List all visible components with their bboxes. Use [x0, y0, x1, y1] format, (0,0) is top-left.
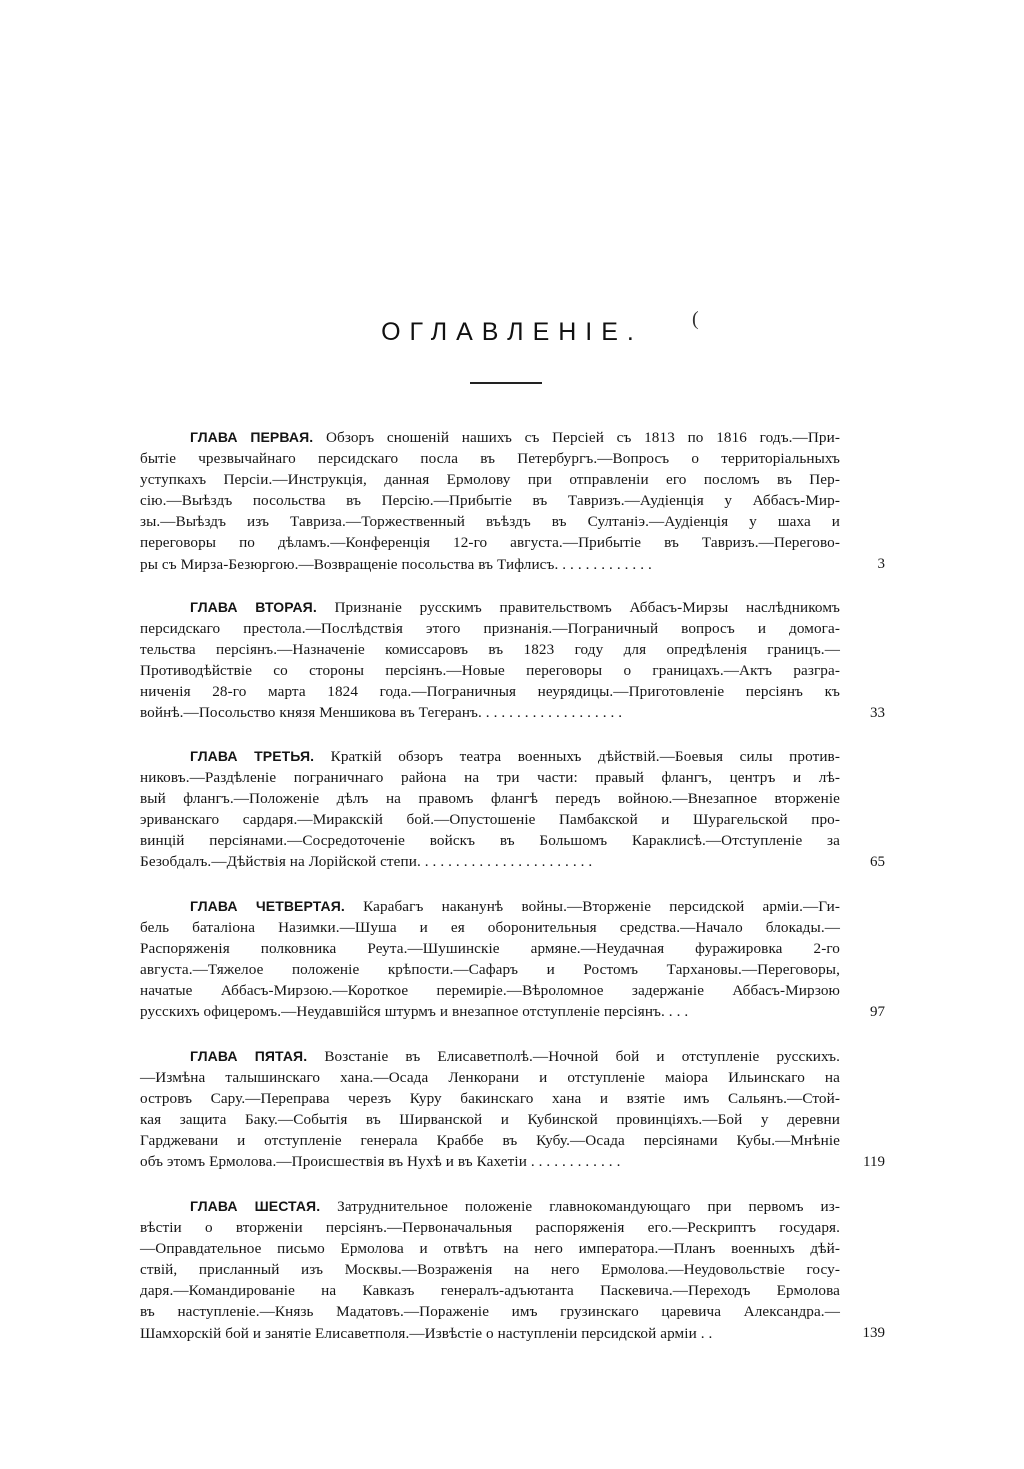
- chapter-summary-text: ствій, присланный изъ Москвы.—Возраженія на него Ермолова.—Неудовольствіе госу-: [140, 1261, 840, 1279]
- chapter-heading: ГЛАВА ПЯТАЯ.: [190, 1048, 308, 1064]
- toc-entry: [140, 427, 885, 575]
- toc-entry-line: [140, 830, 840, 851]
- chapter-heading: ГЛАВА ТРЕТЬЯ.: [190, 748, 315, 764]
- chapter-summary-text: ниченія 28-го марта 1824 года.—Пограничныя неурядицы.—Приготовленіе персіянъ къ: [140, 683, 840, 701]
- chapter-summary-text: бытіе чрезвычайнаго персидскаго посла въ Петербургъ.—Вопросъ о территоріальныхъ: [140, 450, 840, 468]
- toc-entry-line: [140, 1067, 840, 1088]
- toc-entry-line: [140, 896, 840, 917]
- chapter-summary-text: войнѣ.—Посольство князя Меншикова въ Тегеранъ. . . . . . . . . . . . . . . . . . .: [140, 704, 623, 722]
- toc-entry-line: [140, 702, 840, 723]
- chapter-summary-text: Распоряженія полковника Реута.—Шушинскіе армяне.—Неудачная фуражировка 2-го: [140, 940, 840, 958]
- chapter-heading: ГЛАВА ЧЕТВЕРТАЯ.: [190, 898, 345, 914]
- chapter-summary-text: Обзоръ сношеній нашихъ съ Персіей съ 1813 по 1816 годъ.—При-: [325, 429, 840, 446]
- page-number: 119: [863, 1153, 885, 1170]
- toc-entry-line: [140, 639, 840, 660]
- chapter-summary-text: кая защита Баку.—Событія въ Ширванской и Кубинской провинціяхъ.—Бой у деревни: [140, 1111, 840, 1129]
- page-number: 97: [870, 1003, 885, 1020]
- chapter-summary-text: Признаніе русскимъ правительствомъ Аббасъ-Мирзы наслѣдникомъ: [334, 599, 840, 616]
- toc-entry-line: [140, 746, 840, 767]
- toc-entry-line: [140, 448, 840, 469]
- toc-entry: [140, 597, 885, 724]
- page-number: 139: [862, 1324, 885, 1341]
- toc-entry-line: [140, 554, 840, 575]
- toc-entry-line: [140, 660, 840, 681]
- chapter-heading: ГЛАВА ВТОРАЯ.: [190, 599, 317, 615]
- toc-entry: [140, 1196, 885, 1344]
- toc-entry-line: [140, 1088, 840, 1109]
- chapter-summary-text: Возстаніе въ Елисаветполѣ.—Ночной бой и отступленіе русскихъ.: [324, 1048, 840, 1065]
- toc-entry-line: [140, 1151, 840, 1172]
- toc-entry-line: [140, 681, 840, 702]
- toc-entry-line: [140, 1130, 840, 1151]
- toc-entry-line: [140, 1323, 840, 1344]
- chapter-summary-text: Затруднительное положеніе главнокомандующаго при первомъ из-: [337, 1198, 840, 1215]
- chapter-summary-text: Противодѣйствіе со стороны персіянъ.—Новые переговоры о границахъ.—Актъ разгра-: [140, 662, 840, 680]
- toc-entry-line: [140, 1280, 840, 1301]
- toc-entry: [140, 896, 885, 1023]
- chapter-summary-text: августа.—Тяжелое положеніе крѣпости.—Сафаръ и Ростомъ Тархановы.—Переговоры,: [140, 961, 840, 979]
- toc-entry-line: [140, 469, 840, 490]
- chapter-summary-text: Краткій обзоръ театра военныхъ дѣйствій.—Боевыя силы против-: [330, 748, 840, 765]
- chapter-summary-text: вый флангъ.—Положеніе дѣлъ на правомъ флангѣ передъ войною.—Внезапное вторженіе: [140, 790, 840, 808]
- toc-entry-line: [140, 597, 840, 618]
- chapter-summary-text: персидскаго престола.—Послѣдствія этого признанія.—Пограничный вопросъ и домога-: [140, 620, 840, 638]
- scan-mark: (: [692, 308, 699, 330]
- toc-title: ОГЛАВЛЕНІЕ.: [381, 318, 643, 346]
- toc-entry-line: [140, 959, 840, 980]
- toc-entry-line: [140, 427, 840, 448]
- chapter-summary-text: переговоры по дѣламъ.—Конференція 12-го августа.—Прибытіе въ Тавризъ.—Перегово-: [140, 534, 840, 552]
- toc-entry-line: [140, 767, 840, 788]
- chapter-summary-text: уступкахъ Персіи.—Инструкція, данная Ермолову при отправленіи его посломъ въ Пер-: [140, 471, 840, 489]
- toc-entry-line: [140, 809, 840, 830]
- chapter-summary-text: Гарджевани и отступленіе генерала Краббе въ Кубу.—Осада персіянами Кубы.—Мнѣніе: [140, 1132, 840, 1150]
- chapter-summary-text: эриванскаго сардаря.—Миракскій бой.—Опустошеніе Памбакской и Шурагельской про-: [140, 811, 840, 829]
- chapter-summary-text: тельства персіянъ.—Назначеніе комиссаровъ въ 1823 году для опредѣленія границъ.—: [140, 641, 840, 659]
- chapter-summary-text: начатые Аббасъ-Мирзою.—Короткое перемиріе.—Вѣроломное задержаніе Аббасъ-Мирзою: [140, 982, 840, 1000]
- toc-entry-line: [140, 1001, 840, 1022]
- chapter-summary-text: —Оправдательное письмо Ермолова и отвѣтъ на него императора.—Планъ военныхъ дѣй-: [140, 1240, 840, 1258]
- chapter-summary-text: объ этомъ Ермолова.—Происшествія въ Нухѣ и въ Кахетіи . . . . . . . . . . . .: [140, 1153, 621, 1171]
- toc-entry: [140, 746, 885, 873]
- chapter-summary-text: сію.—Выѣздъ посольства въ Персію.—Прибытіе въ Тавризъ.—Аудіенція у Аббасъ-Мир-: [140, 492, 840, 510]
- toc-entry-line: [140, 917, 840, 938]
- chapter-summary-text: ры съ Мирза-Безюргою.—Возвращеніе посольства въ Тифлисъ. . . . . . . . . . . . .: [140, 555, 652, 573]
- title-divider: [470, 382, 542, 384]
- chapter-heading: ГЛАВА ПЕРВАЯ.: [190, 429, 314, 445]
- toc-entry-line: [140, 980, 840, 1001]
- toc-entry-line: [140, 511, 840, 532]
- chapter-summary-text: въ наступленіе.—Князь Мадатовъ.—Пораженіе имъ грузинскаго царевича Александра.—: [140, 1303, 840, 1321]
- page-number: 33: [870, 704, 885, 721]
- chapter-summary-text: вѣстіи о вторженіи персіянъ.—Первоначальныя распоряженія его.—Рескриптъ государя.: [140, 1219, 840, 1237]
- chapter-summary-text: русскихъ офицеромъ.—Неудавшійся штурмъ и внезапное отступленіе персіянъ. . . .: [140, 1003, 689, 1021]
- toc-entry-line: [140, 1259, 840, 1280]
- toc-entry-line: [140, 788, 840, 809]
- page-number: 3: [877, 555, 885, 572]
- chapter-summary-text: никовъ.—Раздѣленіе пограничнаго района на три части: правый флангъ, центръ и лѣ-: [140, 769, 840, 787]
- chapter-summary-text: зы.—Выѣздъ изъ Тавриза.—Торжественный въѣздъ въ Султаніэ.—Аудіенція у шаха и: [140, 513, 840, 531]
- toc-entry: [140, 1046, 885, 1173]
- toc-entry-line: [140, 1301, 840, 1322]
- toc-entry-line: [140, 1238, 840, 1259]
- toc-entry-line: [140, 938, 840, 959]
- chapter-summary-text: Безобдалъ.—Дѣйствія на Лорійской степи. . . . . . . . . . . . . . . . . . . . . . .: [140, 853, 593, 871]
- toc-entry-line: [140, 1196, 840, 1217]
- toc-entry-line: [140, 851, 840, 872]
- chapter-summary-text: даря.—Командированіе на Кавказъ генералъ-адъютанта Паскевича.—Переходъ Ермолова: [140, 1282, 840, 1300]
- chapter-summary-text: винцій персіянами.—Сосредоточеніе войскъ въ Большомъ Караклисѣ.—Отступленіе за: [140, 832, 840, 850]
- chapter-summary-text: островъ Сару.—Переправа черезъ Куру бакинскаго хана и взятіе имъ Сальянъ.—Стой-: [140, 1090, 840, 1108]
- toc-entry-line: [140, 1046, 840, 1067]
- toc-entry-line: [140, 490, 840, 511]
- page-number: 65: [870, 853, 885, 870]
- toc-entry-line: [140, 532, 840, 553]
- toc-entry-line: [140, 1109, 840, 1130]
- chapter-summary-text: Карабагъ наканунѣ войны.—Вторженіе персидской арміи.—Ги-: [363, 898, 840, 915]
- chapter-heading: ГЛАВА ШЕСТАЯ.: [190, 1198, 321, 1214]
- toc-entry-line: [140, 1217, 840, 1238]
- chapter-summary-text: Шамхорскій бой и занятіе Елисаветполя.—Извѣстіе о наступленіи персидской арміи . .: [140, 1324, 713, 1342]
- chapter-summary-text: —Измѣна талышинскаго хана.—Осада Ленкорани и отступленіе маіора Ильинскаго на: [140, 1069, 840, 1087]
- chapter-summary-text: бель баталіона Назимки.—Шуша и ея оборонительныя средства.—Начало блокады.—: [140, 919, 840, 937]
- toc-entry-line: [140, 618, 840, 639]
